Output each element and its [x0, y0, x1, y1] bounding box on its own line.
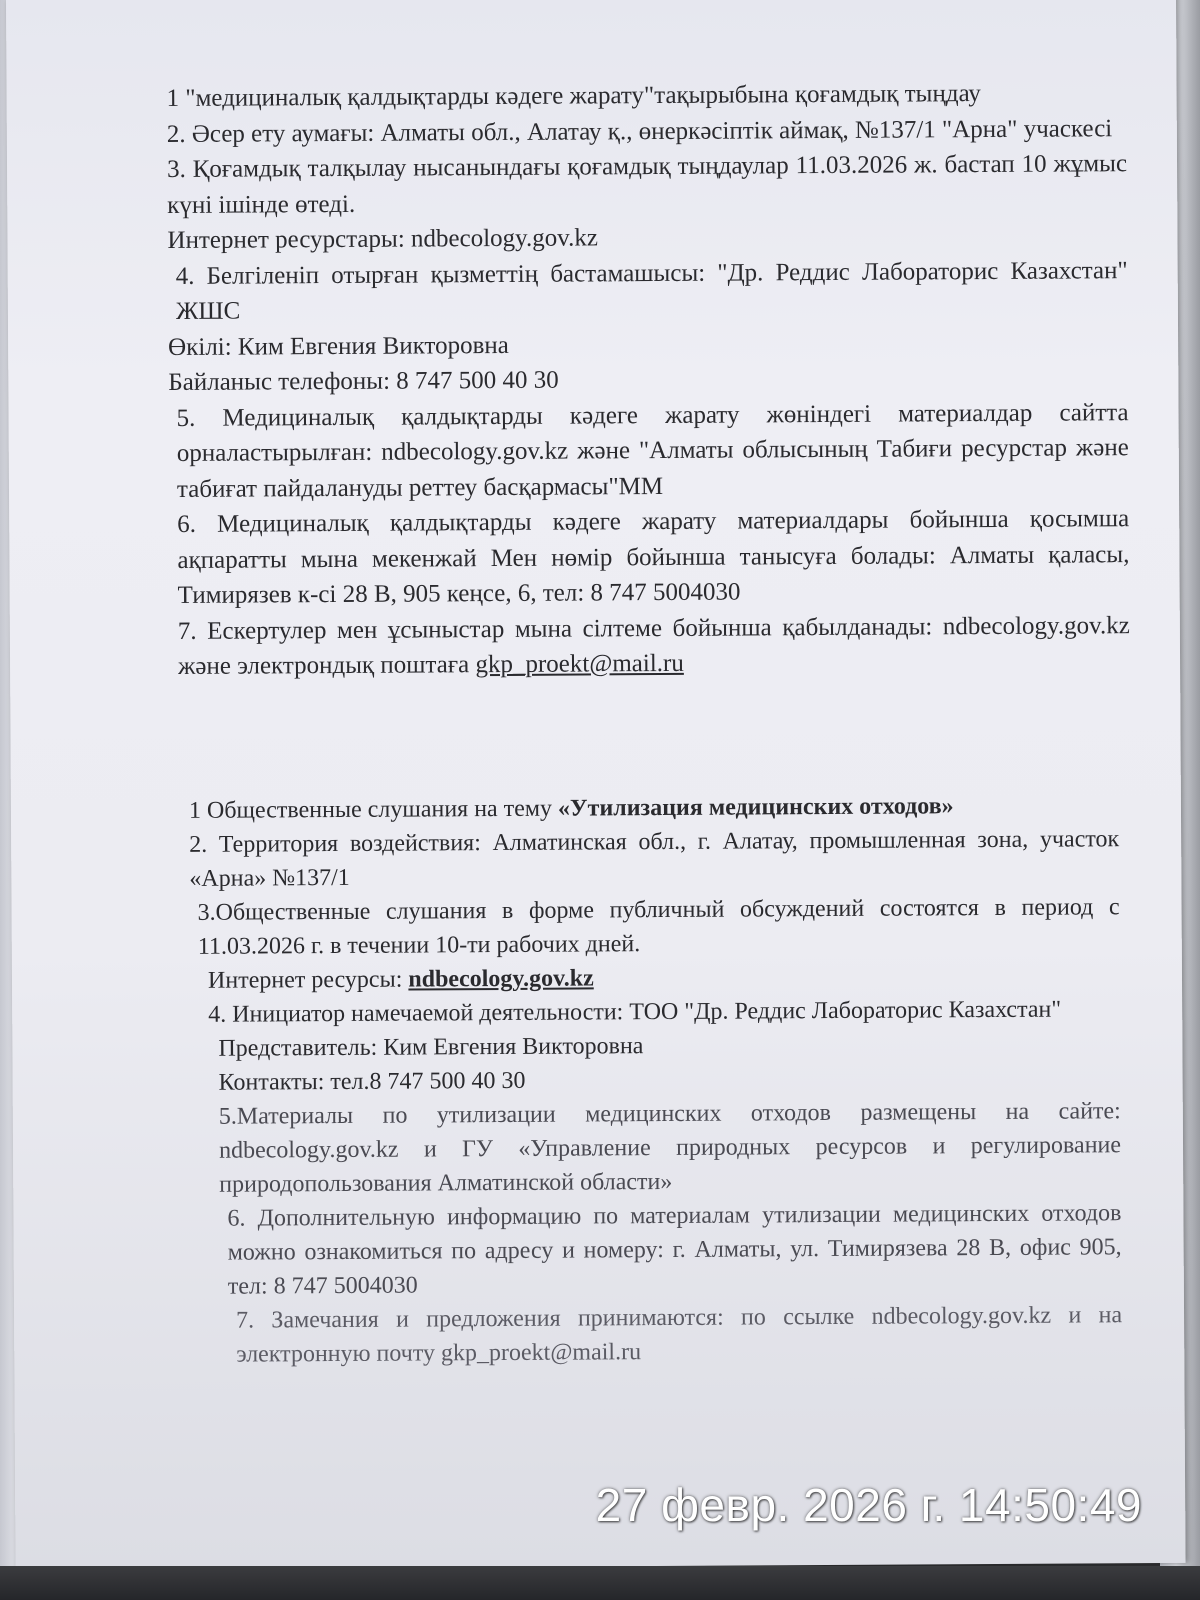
ru-item-2: 2. Территория воздействия: Алматинская обл., г. Алатау, промышленная зона, участок «Арна» №137/1	[189, 826, 1120, 892]
photo-timestamp: 27 февр. 2026 г. 14:50:49	[595, 1479, 1142, 1531]
ru-contacts: Контакты: тел.8 747 500 40 30	[218, 1067, 526, 1096]
russian-notice	[189, 788, 1123, 1372]
kz-email-link[interactable]: gkp_proekt@mail.ru	[475, 649, 684, 679]
ru-item-4: 4. Инициатор намечаемой деятельности: ТОО "Др. Реддис Лабораторис Казахстан"	[208, 996, 1062, 1028]
bottom-surface	[0, 1566, 1200, 1600]
ru-item-5: 5.Материалы по утилизации медицинских отходов размещены на сайте: ndbecology.gov.kz и ГУ «Управление природных ресурсов и регулирование природопользования Алматинской области»	[218, 1098, 1122, 1198]
kazakh-notice	[166, 75, 1130, 684]
kz-phone: Байланыс телефоны: 8 747 500 40 30	[168, 366, 559, 397]
ru-item-1-topic: «Утилизация медицинских отходов»	[557, 793, 954, 822]
ru-item-1	[189, 788, 1119, 828]
kz-item-7-text: 7. Ескертулер мен ұсыныстар мына сілтеме бойынша қабылданады: ndbecology.gov.kz және электрондық поштаға	[177, 611, 1130, 680]
kz-internet-resources: Интернет ресурстары: ndbecology.gov.kz	[167, 224, 599, 255]
kz-item-4: 4. Белгіленіп отырған қызметтің бастамашысы: "Др. Реддис Лабораторис Казахстан" ЖШС	[175, 256, 1128, 325]
kz-representative: Өкілі: Ким Евгения Викторовна	[168, 331, 509, 361]
kz-item-1: 1 "медициналық қалдықтарды кәдеге жарату"тақырыбына қоғамдық тыңдау	[166, 80, 981, 113]
ru-internet-label: Интернет ресурсы:	[207, 966, 403, 994]
ru-item-7: 7. Замечания и предложения принимаются: по ссылке ndbecology.gov.kz и на электронную почту gkp_proekt@mail.ru	[235, 1302, 1123, 1368]
ru-representative: Представитель: Ким Евгения Викторовна	[218, 1033, 644, 1062]
ru-item-6: 6. Дополнительную информацию по материалам утилизации медицинских отходов можно ознакомиться по адресу и номеру: г. Алматы, ул. Тимирязева 28 В, офис 905, тел: 8 747 5004030	[227, 1200, 1122, 1300]
kz-item-3: 3. Қоғамдық талқылау нысанындағы қоғамдық тыңдаулар 11.03.2026 ж. бастап 10 жұмыс күні ішінде өтеді.	[166, 150, 1128, 219]
kz-item-2: 2. Әсер ету аумағы: Алматы обл., Алатау қ., өнеркәсіптік аймақ, №137/1 "Арна" учаскесі	[166, 114, 1113, 148]
ru-internet-link[interactable]: ndbecology.gov.kz	[408, 965, 594, 993]
notice-sheet	[6, 0, 1186, 1570]
ru-item-1-prefix: 1 Общественные слушания на тему	[188, 795, 553, 824]
ru-item-3: 3.Общественные слушания в форме публичный обсуждений состоятся в период с 11.03.2026 г. в течении 10-ти рабочих дней.	[197, 894, 1120, 960]
kz-item-5: 5. Медициналық қалдықтарды кәдеге жарату жөніндегі материалдар сайтта орналастырылған: ndbecology.gov.kz және "Алматы облысының Табиғи ресурстар және табиғат пайдалануды реттеу басқармасы"ММ	[176, 398, 1129, 503]
kz-item-7	[170, 608, 1130, 685]
kz-item-6: 6. Медициналық қалдықтарды кәдеге жарату материалдары бойынша қосымша ақпаратты мына мекенжай Мен нөмір бойынша танысуға болады: Алматы қаласы, Тимирязев к-сі 28 В, 905 кеңсе, 6, тел: 8 747 5004030	[177, 505, 1130, 609]
ru-internet-resources	[190, 958, 1120, 998]
